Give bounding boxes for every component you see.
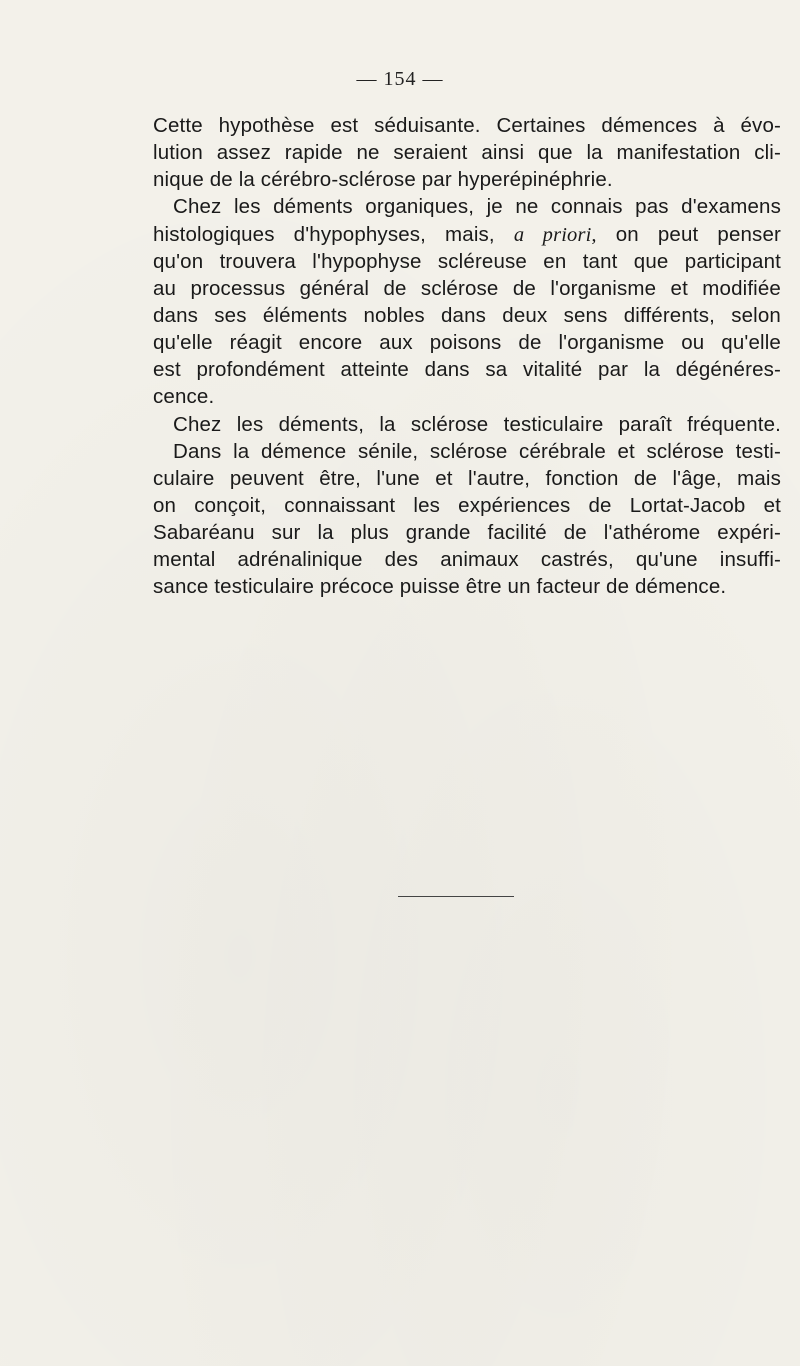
text-line: qu'elle réagit encore aux poisons de l'organisme ou qu'elle bbox=[153, 331, 781, 355]
text-line: lution assez rapide ne seraient ainsi que la manifestation cli- bbox=[153, 141, 781, 165]
text-line: Chez les déments, la sclérose testiculaire paraît fréquente. bbox=[173, 412, 781, 436]
text-line: sance testiculaire précoce puisse être un facteur de démence. bbox=[153, 575, 727, 599]
body-text bbox=[153, 112, 781, 601]
text-segment: on peut penser bbox=[615, 222, 781, 246]
text-line: est profondément atteinte dans sa vitalité par la dégénéres- bbox=[153, 358, 781, 382]
text-line: Chez les déments organiques, je ne connais pas d'examens bbox=[173, 195, 781, 219]
text-line: on conçoit, connaissant les expériences de Lortat-Jacob et bbox=[153, 493, 781, 517]
text-line: Sabaréanu sur la plus grande facilité de l'athérome expéri- bbox=[153, 521, 781, 545]
text-line-with-italic bbox=[153, 221, 781, 248]
text-line: culaire peuvent être, l'une et l'autre, fonction de l'âge, mais bbox=[153, 466, 781, 490]
text-line: cence. bbox=[153, 385, 215, 409]
section-divider bbox=[398, 896, 514, 897]
text-line: Dans la démence sénile, sclérose cérébrale et sclérose testi- bbox=[173, 439, 781, 463]
text-line: qu'on trouvera l'hypophyse scléreuse en tant que participant bbox=[153, 249, 781, 273]
text-line: Cette hypothèse est séduisante. Certaines démences à évo- bbox=[153, 114, 781, 137]
text-line: mental adrénalinique des animaux castrés, qu'une insuffi- bbox=[153, 548, 781, 572]
italic-phrase: a priori, bbox=[513, 223, 597, 246]
text-line: nique de la cérébro-sclérose par hyperépinéphrie. bbox=[153, 168, 613, 192]
text-line: dans ses éléments nobles dans deux sens différents, selon bbox=[153, 303, 781, 327]
text-segment: histologiques d'hypophyses, mais, bbox=[153, 222, 495, 246]
text-line: au processus général de sclérose de l'organisme et modifiée bbox=[153, 276, 781, 300]
page-number: — 154 — bbox=[356, 68, 444, 90]
